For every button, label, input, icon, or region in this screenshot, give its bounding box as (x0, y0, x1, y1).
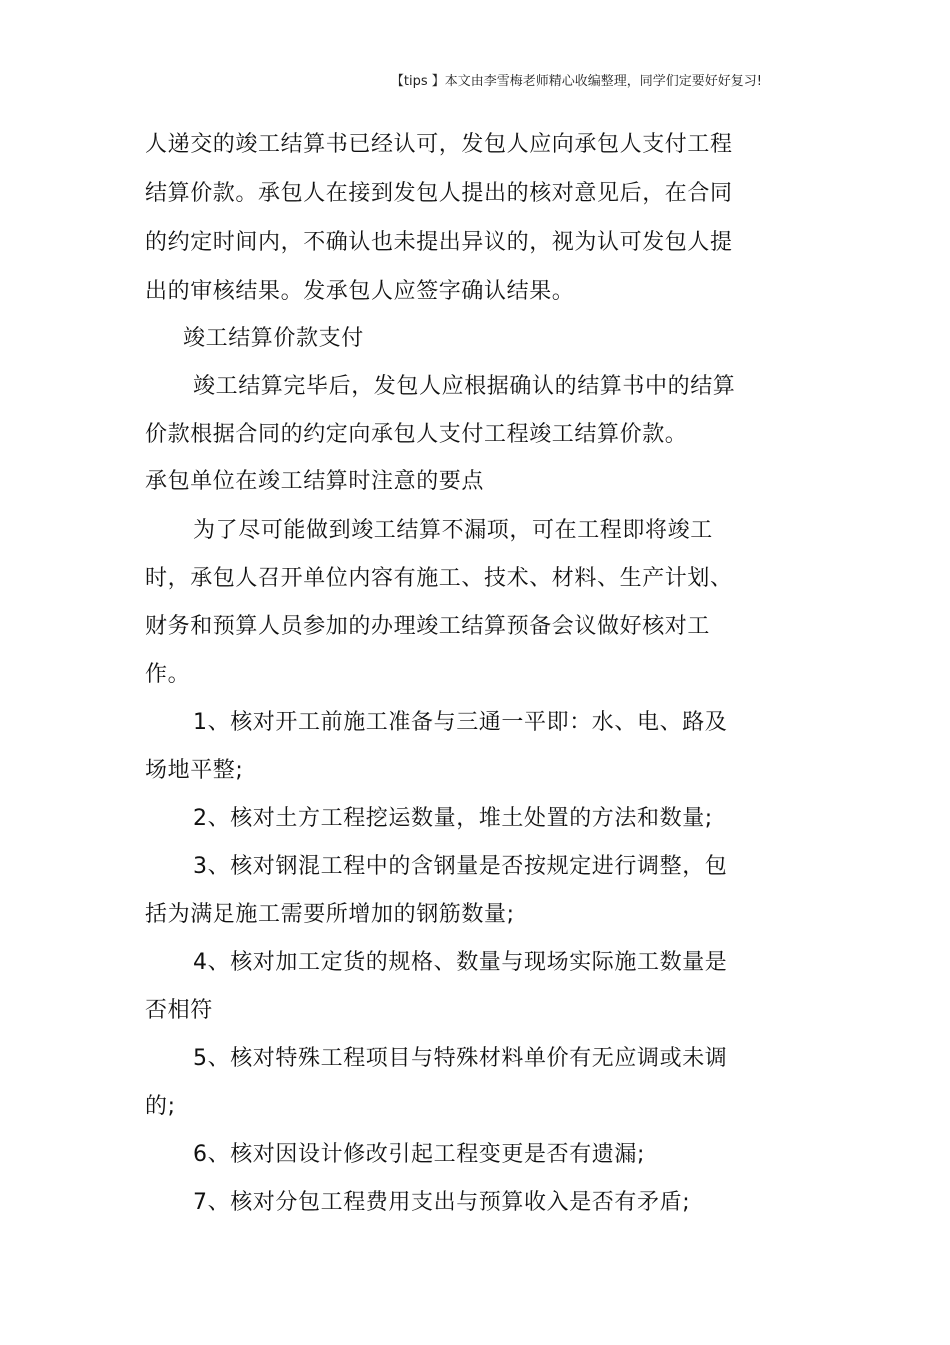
text-line: 价款根据合同的约定向承包人支付工程竣工结算价款。 (145, 422, 688, 447)
list-item: 5、核对特殊工程项目与特殊材料单价有无应调或未调 (193, 1046, 728, 1071)
text-line: 出的审核结果。发承包人应签字确认结果。 (145, 279, 575, 304)
text-line: 时，承包人召开单位内容有施工、技术、材料、生产计划、 (145, 566, 733, 591)
text-line: 竣工结算完毕后，发包人应根据确认的结算书中的结算 (193, 374, 736, 399)
section-heading: 竣工结算价款支付 (183, 326, 364, 351)
text-line: 结算价款。承包人在接到发包人提出的核对意见后，在合同 (145, 181, 733, 206)
list-item-continuation: 的; (145, 1094, 176, 1119)
text-line: 财务和预算人员参加的办理竣工结算预备会议做好核对工 (145, 614, 711, 639)
list-item-continuation: 括为满足施工需要所增加的钢筋数量; (145, 902, 515, 927)
list-item: 1、核对开工前施工准备与三通一平即：水、电、路及 (193, 710, 728, 735)
text-line: 人递交的竣工结算书已经认可，发包人应向承包人支付工程 (145, 132, 733, 157)
text-line: 为了尽可能做到竣工结算不漏项，可在工程即将竣工 (193, 518, 713, 543)
list-item: 2、核对土方工程挖运数量，堆土处置的方法和数量; (193, 806, 713, 831)
list-item-continuation: 场地平整; (145, 758, 244, 783)
list-item: 7、核对分包工程费用支出与预算收入是否有矛盾; (193, 1190, 691, 1215)
text-line: 作。 (145, 662, 191, 687)
list-item: 6、核对因设计修改引起工程变更是否有遗漏; (193, 1142, 646, 1167)
list-item-continuation: 否相符 (145, 998, 213, 1023)
header-tip: 【tips 】本文由李雪梅老师精心收编整理，同学们定要好好复习! (390, 74, 762, 89)
text-line: 的约定时间内，不确认也未提出异议的，视为认可发包人提 (145, 230, 733, 255)
section-heading: 承包单位在竣工结算时注意的要点 (145, 469, 485, 494)
list-item: 4、核对加工定货的规格、数量与现场实际施工数量是 (193, 950, 728, 975)
list-item: 3、核对钢混工程中的含钢量是否按规定进行调整，包 (193, 854, 728, 879)
